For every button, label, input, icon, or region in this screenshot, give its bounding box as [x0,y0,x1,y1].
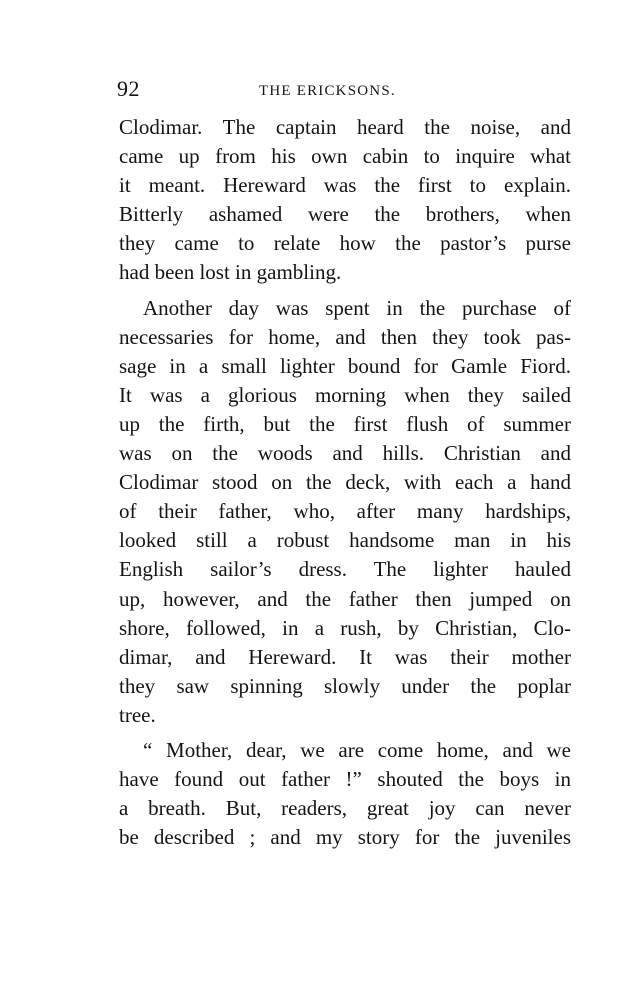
text-line: sage in a small lighter bound for Gamle Fiord. [119,353,571,378]
text-line: came up from his own cabin to inquire what [119,144,571,169]
text-line: English sailor’s dress. The lighter hauled [119,557,571,582]
text-line: be described ; and my story for the juveniles [119,825,571,850]
text-line: “ Mother, dear, we are come home, and we [143,737,571,762]
text-line: it meant. Hereward was the first to explain. [119,173,571,198]
text-line: dimar, and Hereward. It was their mother [119,644,571,669]
text-line: they saw spinning slowly under the poplar [119,673,571,698]
text-line: shore, followed, in a rush, by Christian, Clo- [119,615,571,640]
body-text [119,113,571,852]
paragraph-1 [119,113,571,288]
text-line: a breath. But, readers, great joy can never [119,796,571,821]
text-line: looked still a robust handsome man in his [119,528,571,553]
text-line: It was a glorious morning when they sailed [119,382,571,407]
text-line: Bitterly ashamed were the brothers, when [119,202,571,227]
text-line: of their father, who, after many hardships, [119,499,571,524]
running-title: THE ERICKSONS. [259,83,396,99]
text-line: have found out father !” shouted the boys in [119,767,571,792]
paragraph-3 [119,736,571,852]
text-line: they came to relate how the pastor’s purse [119,231,571,256]
text-line: had been lost in gambling. [119,260,342,285]
text-line: tree. [119,702,156,727]
text-line: up, however, and the father then jumped on [119,586,571,611]
text-line: necessaries for home, and then they took pas- [119,324,571,349]
text-line: Clodimar. The captain heard the noise, and [119,115,571,139]
paragraph-2 [119,294,571,730]
text-line: Another day was spent in the purchase of [143,295,571,320]
text-line: was on the woods and hills. Christian and [119,441,571,466]
page-number: 92 [117,76,140,101]
text-line: Clodimar stood on the deck, with each a hand [119,470,571,495]
page-header [117,74,529,104]
text-line: up the firth, but the first flush of summer [119,411,571,436]
